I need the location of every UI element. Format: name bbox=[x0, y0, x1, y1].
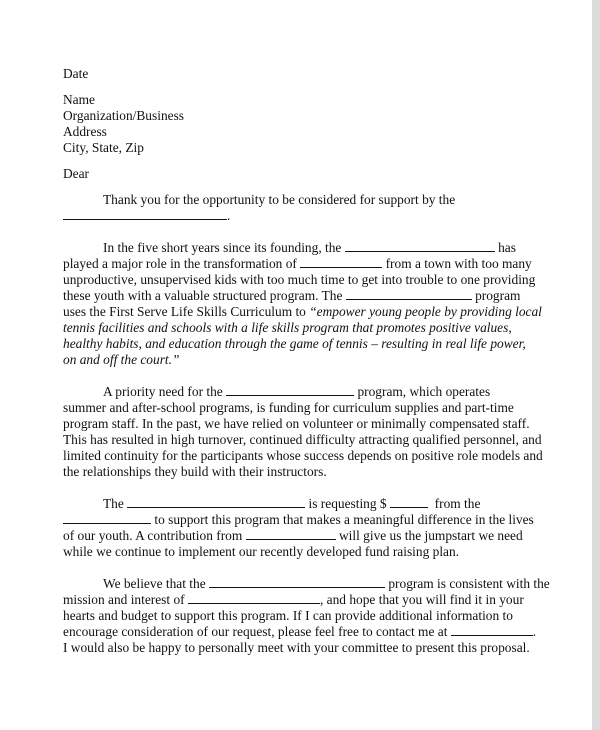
p4-line-3: of our youth. A contribution from will give us the jumpstart we need bbox=[63, 528, 523, 543]
p2-line-6: tennis facilities and schools with a life skills program that promotes positive values, bbox=[63, 320, 512, 335]
p5-line-4: encourage consideration of our request, please feel free to contact me at . bbox=[63, 624, 537, 639]
p4-line-2: to support this program that makes a meaningful difference in the lives bbox=[63, 512, 560, 528]
blank-line bbox=[345, 240, 495, 252]
p2-line-7: healthy habits, and education through the game of tennis – resulting in real life power, bbox=[63, 336, 526, 351]
paragraph-3 bbox=[63, 384, 560, 480]
p5-line-3: hearts and budget to support this program. If I can provide additional information to bbox=[63, 608, 513, 623]
p2-line-5: uses the First Serve Life Skills Curriculum to “empower young people by providing local bbox=[63, 304, 542, 319]
blank-line bbox=[188, 592, 320, 604]
p2-line-1: In the five short years since its founding, the has bbox=[103, 240, 516, 255]
p5-line-2: mission and interest of , and hope that you will find it in your bbox=[63, 592, 524, 607]
blank-line bbox=[451, 624, 533, 636]
p2-line-3: unproductive, unsupervised kids with too much time to get into trouble to one providing bbox=[63, 272, 536, 287]
paragraph-5 bbox=[63, 576, 560, 656]
p1-line-2: . bbox=[63, 208, 560, 224]
blank-line bbox=[63, 208, 227, 220]
blank-line bbox=[246, 528, 336, 540]
p3-line-1: A priority need for the program, which operates bbox=[103, 384, 491, 399]
p5-line-5: I would also be happy to personally meet with your committee to present this proposal. bbox=[63, 640, 530, 655]
recipient-address: Address bbox=[63, 124, 107, 139]
paragraph-2 bbox=[63, 240, 560, 368]
paragraph-1 bbox=[63, 192, 560, 224]
blank-line bbox=[346, 288, 472, 300]
blank-line bbox=[390, 496, 428, 508]
p2-line-4: these youth with a valuable structured program. The program bbox=[63, 288, 521, 303]
recipient-organization: Organization/Business bbox=[63, 108, 184, 123]
p4-line-1: The is requesting $ from the bbox=[103, 496, 481, 511]
p3-line-6: the relationships they build with their instructors. bbox=[63, 464, 327, 479]
recipient-name: Name bbox=[63, 92, 95, 107]
p3-line-2: summer and after-school programs, is funding for curriculum supplies and part-time bbox=[63, 400, 514, 415]
p3-line-5: limited continuity for the participants whose success depends on positive role models and bbox=[63, 448, 543, 463]
blank-line bbox=[300, 256, 382, 268]
p3-line-3: program staff. In the past, we have relied on volunteer or minimally compensated staff. bbox=[63, 416, 530, 431]
paragraph-4 bbox=[63, 496, 560, 560]
blank-line bbox=[127, 496, 305, 508]
page-edge bbox=[592, 0, 600, 730]
p1-line-1: Thank you for the opportunity to be considered for support by the bbox=[103, 192, 456, 207]
p5-line-1: We believe that the program is consistent with the bbox=[103, 576, 550, 591]
p4-line-4: while we continue to implement our recently developed fund raising plan. bbox=[63, 544, 460, 559]
blank-line bbox=[63, 512, 151, 524]
blank-line bbox=[226, 384, 354, 396]
blank-line bbox=[209, 576, 385, 588]
date-line: Date bbox=[63, 66, 89, 81]
salutation: Dear bbox=[63, 166, 90, 181]
p2-line-2: played a major role in the transformation of from a town with too many bbox=[63, 256, 532, 271]
p2-line-8: on and off the court.” bbox=[63, 352, 180, 367]
recipient-city-state-zip: City, State, Zip bbox=[63, 140, 144, 155]
p3-line-4: This has resulted in high turnover, continued difficulty attracting qualified personnel, and bbox=[63, 432, 542, 447]
